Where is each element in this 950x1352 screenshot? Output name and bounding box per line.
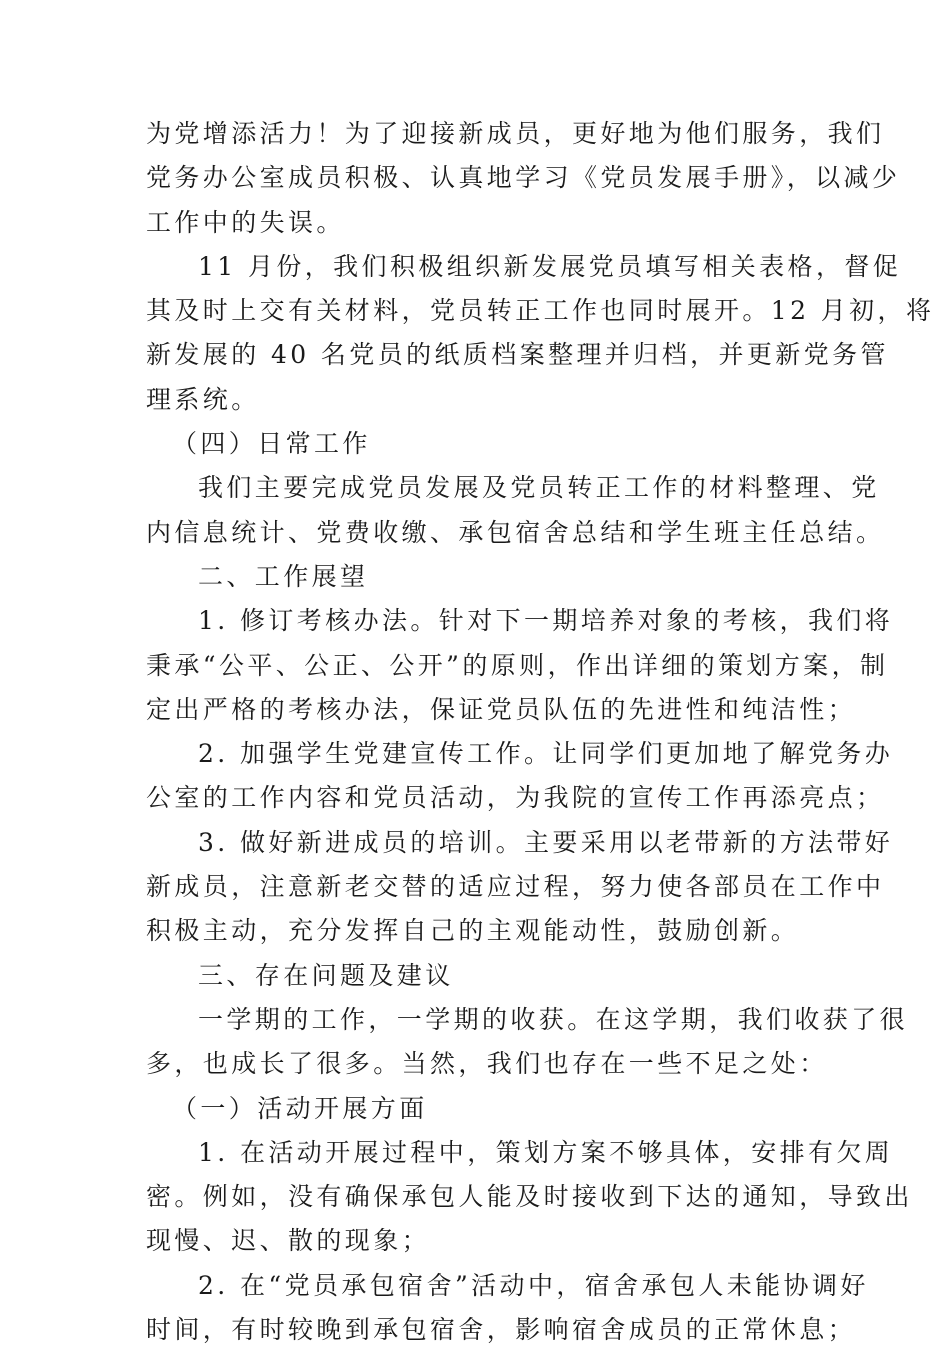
text-line: 2. 加强学生党建宣传工作。让同学们更加地了解党务办 bbox=[198, 739, 894, 769]
text-line: 工作中的失误。 bbox=[146, 207, 345, 237]
text-line: 三、存在问题及建议 bbox=[198, 960, 454, 990]
text-line: 11 月份，我们积极组织新发展党员填写相关表格，督促 bbox=[198, 251, 902, 281]
text-line: 其及时上交有关材料，党员转正工作也同时展开。12 月初，将 bbox=[146, 296, 935, 326]
section-heading: （一）活动开展方面 bbox=[172, 1093, 428, 1123]
text-line: 积极主动，充分发挥自己的主观能动性，鼓励创新。 bbox=[146, 916, 800, 946]
text-line: 定出严格的考核办法，保证党员队伍的先进性和纯洁性； bbox=[146, 694, 857, 724]
text-line: 密。例如，没有确保承包人能及时接收到下达的通知，导致出 bbox=[146, 1182, 913, 1212]
text-line: 二、工作展望 bbox=[198, 561, 369, 591]
text-line: 新发展的 40 名党员的纸质档案整理并归档，并更新党务管 bbox=[146, 340, 889, 370]
text-line: 2. 在“党员承包宿舍”活动中，宿舍承包人未能协调好 bbox=[198, 1270, 869, 1300]
text-line: 新成员，注意新老交替的适应过程，努力使各部员在工作中 bbox=[146, 872, 885, 902]
text-line: 现慢、迟、散的现象； bbox=[146, 1226, 431, 1256]
text-line: 党务办公室成员积极、认真地学习《党员发展手册》，以减少 bbox=[146, 163, 901, 193]
text-line: 1. 在活动开展过程中，策划方案不够具体，安排有欠周 bbox=[198, 1137, 894, 1167]
text-line: 为党增添活力！为了迎接新成员，更好地为他们服务，我们 bbox=[146, 119, 885, 148]
text-line: 时间，有时较晚到承包宿舍，影响宿舍成员的正常休息； bbox=[146, 1315, 857, 1345]
text-line: 多，也成长了很多。当然，我们也存在一些不足之处： bbox=[146, 1049, 828, 1079]
text-line: 1. 修订考核办法。针对下一期培养对象的考核，我们将 bbox=[198, 606, 894, 636]
text-line: 3. 做好新进成员的培训。主要采用以老带新的方法带好 bbox=[198, 827, 894, 857]
text-line: 我们主要完成党员发展及党员转正工作的材料整理、党 bbox=[198, 473, 880, 503]
text-line: 一学期的工作，一学期的收获。在这学期，我们收获了很 bbox=[198, 1004, 909, 1034]
section-heading: （四）日常工作 bbox=[172, 429, 371, 459]
document-body bbox=[146, 112, 935, 1352]
text-line: 秉承“公平、公正、公开”的原则，作出详细的策划方案，制 bbox=[146, 650, 889, 680]
text-line: 公室的工作内容和党员活动，为我院的宣传工作再添亮点； bbox=[146, 783, 885, 813]
text-line: 内信息统计、党费收缴、承包宿舍总结和学生班主任总结。 bbox=[146, 517, 885, 547]
text-line: 理系统。 bbox=[146, 384, 260, 414]
